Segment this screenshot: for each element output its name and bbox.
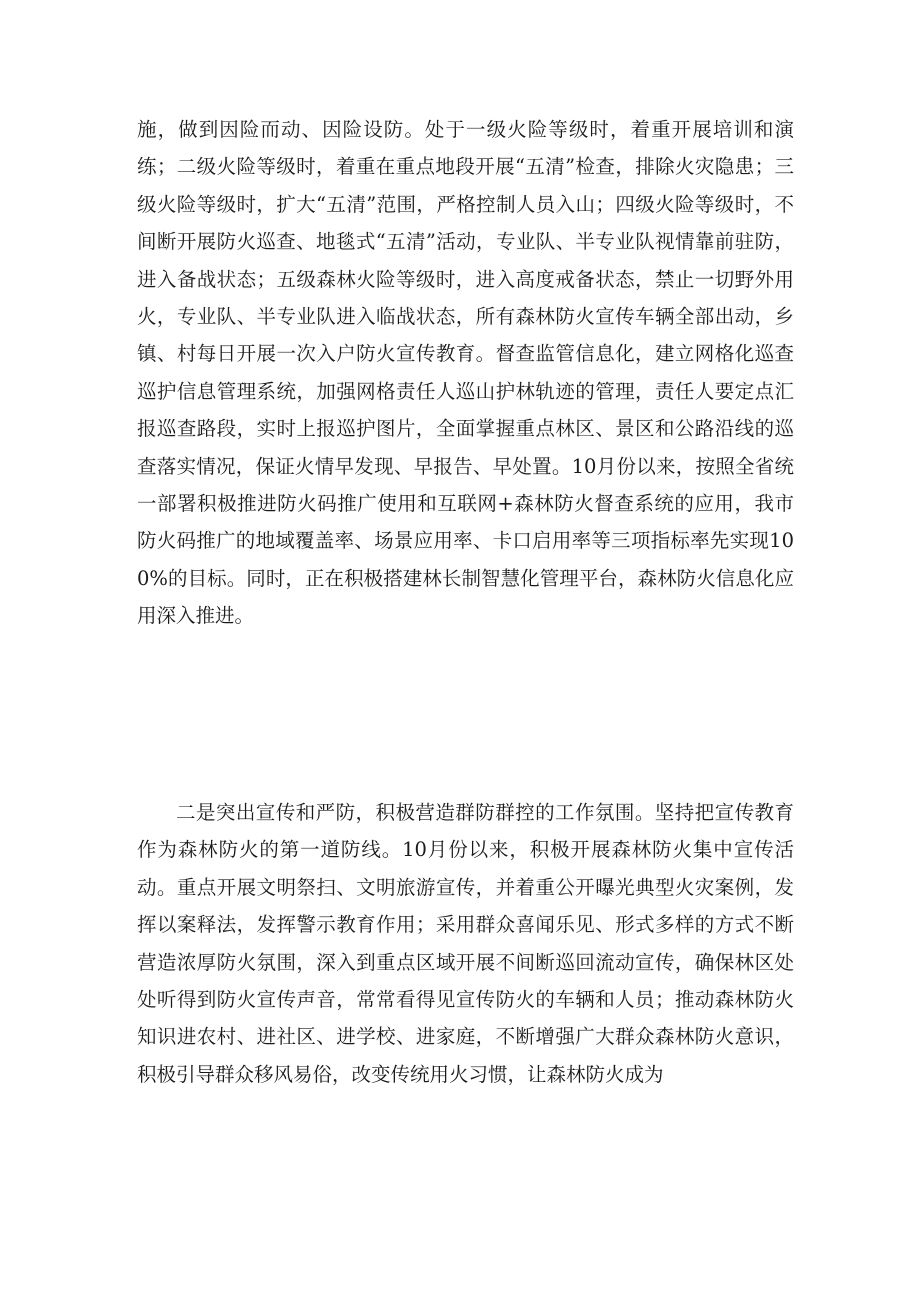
- body-paragraph-continued: 施，做到因险而动、因险设防。处于一级火险等级时，着重开展培训和演练；二级火险等级时，着重在重点地段开展“五清”检查，排除火灾隐患；三级火险等级时，扩大“五清”范围，严格控制人员入山；四级火险等级时，不间断开展防火巡查、地毯式“五清”活动，专业队、半专业队视情靠前驻防，进入备战状态；五级森林火险等级时，进入高度戒备状态，禁止一切野外用火，专业队、半专业队进入临战状态，所有森林防火宣传车辆全部出动，乡镇、村每日开展一次入户防火宣传教育。督查监管信息化，建立网格化巡查巡护信息管理系统，加强网格责任人巡山护林轨迹的管理，责任人要定点汇报巡查路段，实时上报巡护图片，全面掌握重点林区、景区和公路沿线的巡查落实情况，保证火情早发现、早报告、早处置。10月份以来，按照全省统一部署积极推进防火码推广使用和互联网+森林防火督查系统的应用，我市防火码推广的地域覆盖率、场景应用率、卡口启用率等三项指标率先实现100%的目标。同时，正在积极搭建林长制智慧化管理平台，森林防火信息化应用深入推进。: [137, 118, 794, 628]
- body-paragraph-publicity: 二是突出宣传和严防，积极营造群防群控的工作氛围。坚持把宣传教育作为森林防火的第一道防线。10月份以来，积极开展森林防火集中宣传活动。重点开展文明祭扫、文明旅游宣传，并着重公开曝光典型火灾案例，发挥以案释法，发挥警示教育作用；采用群众喜闻乐见、形式多样的方式不断营造浓厚防火氛围，深入到重点区域开展不间断巡回流动宣传，确保林区处处听得到防火宣传声音，常常看得见宣传防火的车辆和人员；推动森林防火知识进农村、进社区、进学校、进家庭，不断增强广大群众森林防火意识，积极引导群众移风易俗，改变传统用火习惯，让森林防火成为: [137, 801, 794, 1086]
